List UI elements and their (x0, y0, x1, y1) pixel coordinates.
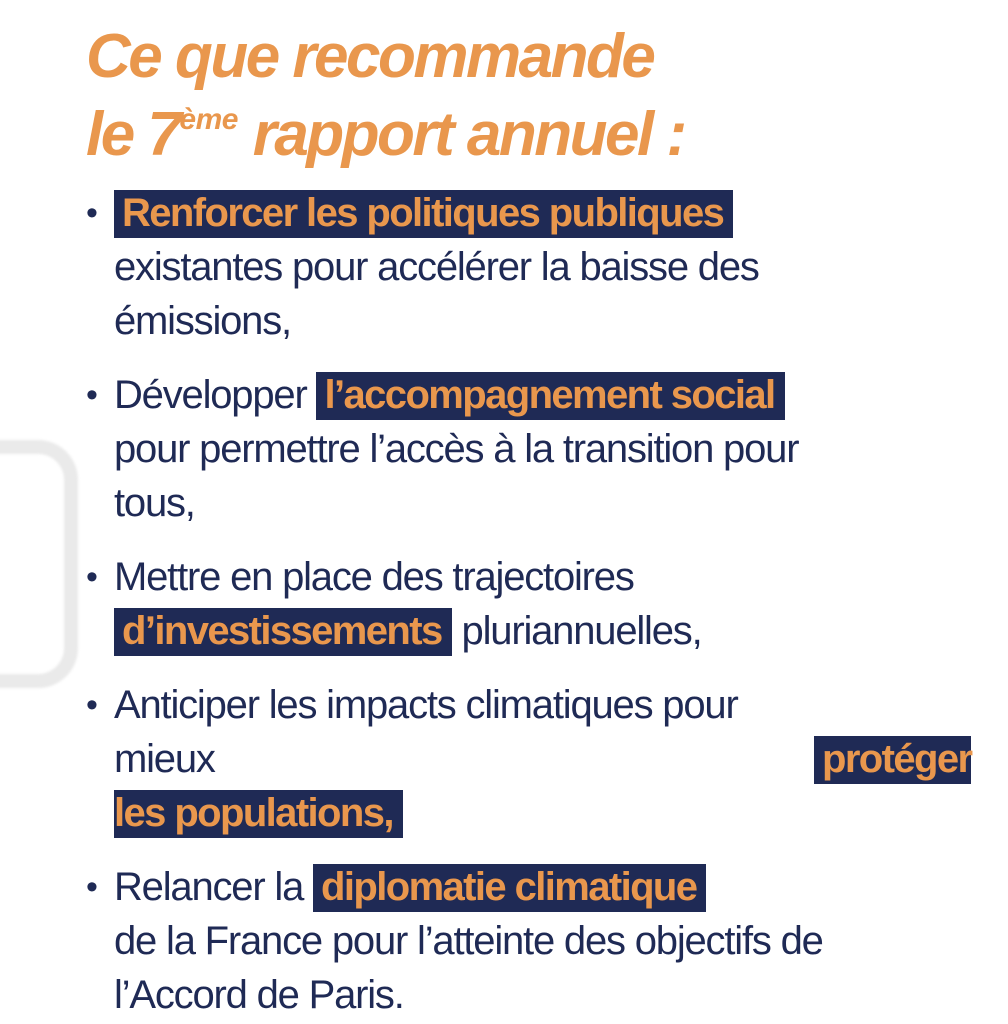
item-text: Développer (114, 373, 317, 417)
highlighted-text: protéger les populations, (114, 736, 971, 838)
recommendations-list (84, 186, 984, 1024)
item-text: existantes pour accélérer la baisse des émissions, (114, 245, 759, 343)
item-text: Mettre en place des trajectoires (114, 555, 634, 599)
highlighted-text: d’investissements (114, 608, 452, 656)
item-text: Anticiper les impacts climatiques pour mieux (114, 683, 738, 781)
highlighted-text: Renforcer les politiques publiques (114, 190, 733, 238)
title-line-2 (86, 96, 685, 174)
bullet-icon: • (86, 194, 97, 232)
bullet-icon: • (86, 686, 97, 724)
title-line-1: Ce que recommande (86, 22, 654, 91)
list-item (84, 860, 984, 1022)
bullet-icon: • (86, 558, 97, 596)
item-text: de la France pour l’atteinte des objectifs de l’Accord de Paris. (114, 919, 823, 1017)
item-text: pluriannuelles, (461, 609, 702, 653)
list-item (84, 550, 984, 658)
highlighted-text: l’accompagnement social (316, 372, 784, 420)
decorative-frame-shape (0, 440, 78, 688)
title-line-2-end: rapport annuel : (237, 100, 685, 169)
bullet-icon: • (86, 376, 97, 414)
list-item (84, 678, 984, 840)
title-superscript: ème (179, 103, 238, 136)
highlighted-text: diplomatie climatique (313, 864, 706, 912)
bullet-icon: • (86, 868, 97, 906)
item-text: pour permettre l’accès à la transition pour tous, (114, 427, 799, 525)
title-line-2-start: le 7 (86, 100, 180, 169)
item-text: Relancer la (114, 865, 314, 909)
list-item (84, 368, 984, 530)
page-title (86, 18, 685, 174)
list-item (84, 186, 984, 348)
